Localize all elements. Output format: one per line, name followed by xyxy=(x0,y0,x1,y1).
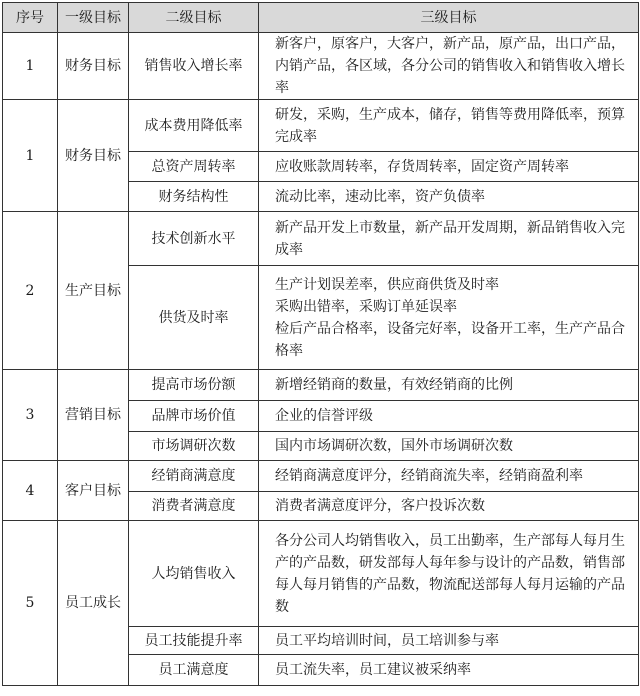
level3-objective-cell xyxy=(259,33,639,100)
level3-objective-cell xyxy=(259,432,639,461)
header-level1: 一级目标 xyxy=(58,3,129,33)
level3-objective-line: 消费者满意度评分，客户投诉次数 xyxy=(275,498,485,514)
level3-objective-line: 新产品开发上市数量，新产品开发周期，新品销售收入完成率 xyxy=(275,219,625,258)
level3-objective-line: 员工流失率，员工建议被采纳率 xyxy=(275,662,471,678)
level3-objective-line: 采购出错率，采购订单延误率 xyxy=(275,298,457,315)
table-row xyxy=(3,370,639,401)
level3-objective-cell xyxy=(259,370,639,401)
level2-objective-cell: 供货及时率 xyxy=(129,266,259,370)
header-level2: 二级目标 xyxy=(129,3,259,33)
level3-objective-line: 员工平均培训时间，员工培训参与率 xyxy=(275,632,499,649)
table-row xyxy=(3,521,639,627)
level2-objective-cell: 品牌市场价值 xyxy=(129,401,259,432)
level2-objective-cell: 员工技能提升率 xyxy=(129,627,259,655)
level3-objective-cell xyxy=(259,100,639,152)
row-number-cell: 3 xyxy=(3,370,58,461)
level1-objective-cell: 财务目标 xyxy=(58,33,129,100)
level1-objective-cell: 客户目标 xyxy=(58,461,129,521)
level3-objective-line: 研发，采购，生产成本，储存，销售等费用降低率，预算完成率 xyxy=(275,106,625,145)
level2-objective-cell: 消费者满意度 xyxy=(129,492,259,521)
row-number-cell: 1 xyxy=(3,100,58,212)
level3-objective-line: 企业的信誉评级 xyxy=(275,408,373,424)
level3-objective-line: 新客户，原客户，大客户，新产品，原产品，出口产品，内销产品，各区域，各分公司的销售收入和销售收入增长率 xyxy=(275,36,625,96)
level1-objective-cell: 财务目标 xyxy=(58,100,129,212)
table-row xyxy=(3,461,639,492)
row-number-cell: 1 xyxy=(3,33,58,100)
level2-objective-cell: 成本费用降低率 xyxy=(129,100,259,152)
row-number-cell: 2 xyxy=(3,212,58,370)
table-row xyxy=(3,212,639,266)
level2-objective-cell: 财务结构性 xyxy=(129,182,259,212)
level2-objective-cell: 人均销售收入 xyxy=(129,521,259,627)
level2-objective-cell: 经销商满意度 xyxy=(129,461,259,492)
level3-objective-cell xyxy=(259,627,639,655)
level3-objective-line: 生产计划误差率，供应商供货及时率 xyxy=(275,276,499,293)
header-level3: 三级目标 xyxy=(259,3,639,33)
row-number-cell: 4 xyxy=(3,461,58,521)
objectives-table xyxy=(2,2,639,686)
level2-objective-cell: 技术创新水平 xyxy=(129,212,259,266)
level1-objective-cell: 生产目标 xyxy=(58,212,129,370)
level3-objective-line: 流动比率，速动比率，资产负债率 xyxy=(275,188,485,205)
row-number-cell: 5 xyxy=(3,521,58,686)
level3-objective-line: 新增经销商的数量，有效经销商的比例 xyxy=(275,377,513,393)
level3-objective-cell xyxy=(259,182,639,212)
table-row xyxy=(3,33,639,100)
level2-objective-cell: 提高市场份额 xyxy=(129,370,259,401)
table-body xyxy=(3,33,639,686)
level3-objective-cell xyxy=(259,521,639,627)
level3-objective-line: 经销商满意度评分，经销商流失率，经销商盈利率 xyxy=(275,468,583,484)
level2-objective-cell: 员工满意度 xyxy=(129,655,259,686)
level3-objective-line: 应收账款周转率，存货周转率，固定资产周转率 xyxy=(275,158,569,175)
level3-objective-cell xyxy=(259,492,639,521)
level3-objective-line: 各分公司人均销售收入，员工出勤率，生产部每人每月生产的产品数，研发部每人每年参与设计的产品数，销售部每人每月销售的产品数，物流配送部每人每月运输的产品数 xyxy=(275,532,625,615)
level3-objective-line: 检后产品合格率，设备完好率，设备开工率，生产产品合格率 xyxy=(275,320,625,359)
level3-objective-cell xyxy=(259,266,639,370)
level3-objective-cell xyxy=(259,152,639,182)
level2-objective-cell: 销售收入增长率 xyxy=(129,33,259,100)
level3-objective-cell xyxy=(259,461,639,492)
level3-objective-line: 国内市场调研次数，国外市场调研次数 xyxy=(275,438,513,454)
table-row xyxy=(3,100,639,152)
level1-objective-cell: 员工成长 xyxy=(58,521,129,686)
level3-objective-cell xyxy=(259,655,639,686)
header-row xyxy=(3,3,639,33)
level3-objective-cell xyxy=(259,401,639,432)
level3-objective-cell xyxy=(259,212,639,266)
level2-objective-cell: 总资产周转率 xyxy=(129,152,259,182)
level2-objective-cell: 市场调研次数 xyxy=(129,432,259,461)
header-no: 序号 xyxy=(3,3,58,33)
level1-objective-cell: 营销目标 xyxy=(58,370,129,461)
